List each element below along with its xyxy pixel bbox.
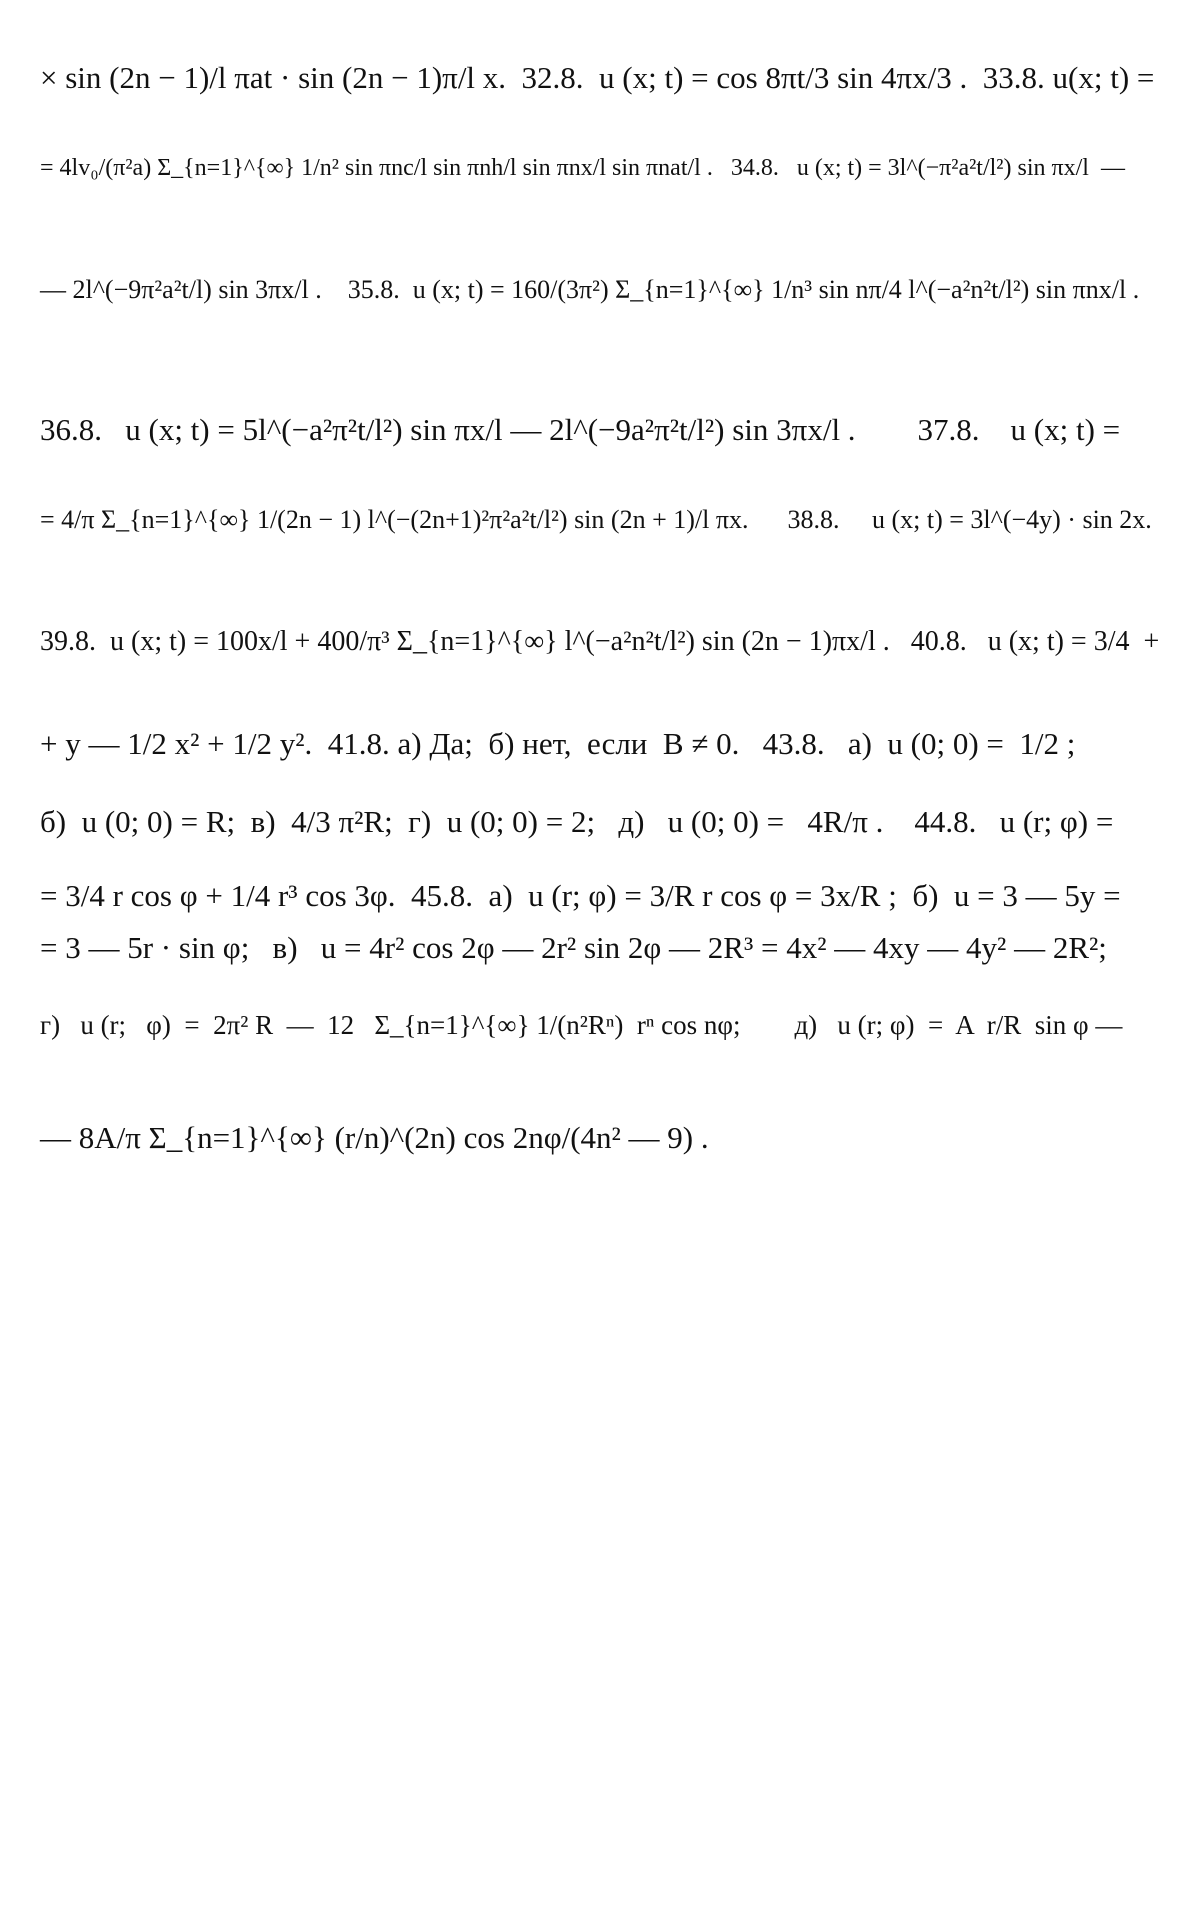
answer-line-9 bbox=[40, 876, 1160, 916]
answer-line-text: = 4/π Σ_{n=1}^{∞} 1/(2n − 1) l^(−(2n+1)²π²a²t/l²) sin (2n + 1)/l πx. 38.8. u (x; t) = 3l^(−4y) · sin 2x. bbox=[40, 505, 1152, 534]
answer-line-text: + y — 1/2 x² + 1/2 y². 41.8. а) Да; б) нет, если B ≠ 0. 43.8. а) u (0; 0) = 1/2 ; bbox=[40, 726, 1076, 761]
answer-line-8 bbox=[40, 802, 1160, 842]
answer-line-4 bbox=[40, 410, 1160, 450]
answer-line-11 bbox=[40, 1005, 1160, 1045]
answer-line-6 bbox=[40, 622, 1160, 662]
answer-line-2 bbox=[40, 148, 1160, 188]
answer-line-text: = 4lv₀/(π²a) Σ_{n=1}^{∞} 1/n² sin πnc/l sin πnh/l sin πnx/l sin πnat/l . 34.8. u (x; t) = 3l^(−π²a²t/l²) sin πx/l — bbox=[40, 155, 1125, 181]
answer-line-text: 36.8. u (x; t) = 5l^(−a²π²t/l²) sin πx/l — 2l^(−9a²π²t/l²) sin 3πx/l . 37.8. u (x; t) = bbox=[40, 412, 1121, 447]
answer-line-3 bbox=[40, 270, 1160, 310]
answer-line-12 bbox=[40, 1118, 1160, 1158]
answer-line-1 bbox=[40, 58, 1160, 98]
answer-line-text: — 8A/π Σ_{n=1}^{∞} (r/n)^(2n) cos 2nφ/(4n² — 9) . bbox=[40, 1120, 709, 1155]
answer-line-text: 39.8. u (x; t) = 100x/l + 400/π³ Σ_{n=1}^{∞} l^(−a²n²t/l²) sin (2n − 1)πx/l . 40.8. u (x; t) = 3/4 + bbox=[40, 626, 1160, 657]
answer-line-text: × sin (2n − 1)/l πat · sin (2n − 1)π/l x. 32.8. u (x; t) = cos 8πt/3 sin 4πx/3 . 33.8. u(x; t) = bbox=[40, 60, 1155, 95]
answer-line-5 bbox=[40, 500, 1160, 540]
answer-line-text: = 3 — 5r · sin φ; в) u = 4r² cos 2φ — 2r² sin 2φ — 2R³ = 4x² — 4xy — 4y² — 2R²; bbox=[40, 930, 1107, 965]
answer-line-text: б) u (0; 0) = R; в) 4/3 π²R; г) u (0; 0) = 2; д) u (0; 0) = 4R/π . 44.8. u (r; φ) = bbox=[40, 804, 1114, 839]
answer-line-text: — 2l^(−9π²a²t/l) sin 3πx/l . 35.8. u (x; t) = 160/(3π²) Σ_{n=1}^{∞} 1/n³ sin nπ/4 l^(−a²n²t/l²) sin πnx/l . bbox=[40, 275, 1140, 304]
answer-line-10 bbox=[40, 928, 1160, 968]
answer-line-text: г) u (r; φ) = 2π² R — 12 Σ_{n=1}^{∞} 1/(n²Rⁿ) rⁿ cos nφ; д) u (r; φ) = A r/R sin φ — bbox=[40, 1010, 1123, 1040]
answer-line-text: = 3/4 r cos φ + 1/4 r³ cos 3φ. 45.8. а) u (r; φ) = 3/R r cos φ = 3x/R ; б) u = 3 — 5y = bbox=[40, 878, 1121, 913]
answer-line-7 bbox=[40, 724, 1160, 764]
